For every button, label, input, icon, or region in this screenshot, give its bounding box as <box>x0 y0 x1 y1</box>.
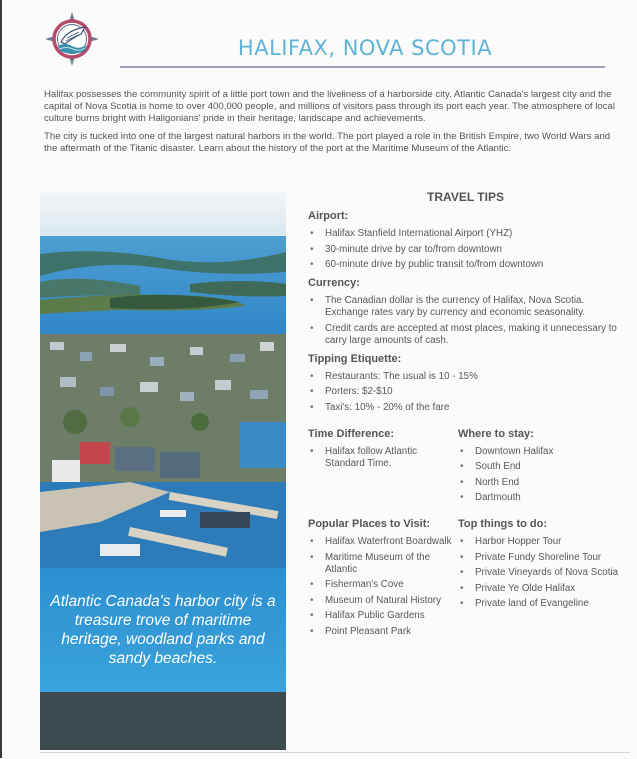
list-item: • Private Ye Olde Halifax <box>458 583 623 595</box>
list-item: • Museum of Natural History <box>308 595 458 607</box>
time-difference-section <box>308 428 458 511</box>
list-item: • 60-minute drive by public transit to/from downtown <box>308 259 623 271</box>
list-item: • Point Pleasant Park <box>308 626 458 638</box>
where-to-stay-heading: Where to stay: <box>458 427 534 440</box>
list-item: • Taxi's: 10% - 20% of the fare <box>308 402 623 414</box>
airport-list <box>308 228 623 271</box>
list-item: • South End <box>458 461 623 473</box>
where-to-stay-list <box>458 446 623 505</box>
list-item: • Private Vineyards of Nova Scotia <box>458 567 623 579</box>
tipping-list <box>308 371 623 414</box>
list-item: • 30-minute drive by car to/from downtown <box>308 244 623 256</box>
time-difference-list <box>308 446 458 470</box>
top-things-section <box>458 518 623 644</box>
title-divider <box>120 66 605 68</box>
intro-paragraph: The city is tucked into one of the largest natural harbors in the world. The port played a role in the British Empire, two World Wars and the aftermath of the Titanic disaster. Learn about the history of the port at the Maritime Museum of the Atlantic. <box>44 131 611 154</box>
list-item: • Restaurants: The usual is 10 - 15% <box>308 371 623 383</box>
list-item: • Private Fundy Shoreline Tour <box>458 552 623 564</box>
currency-heading: Currency: <box>308 277 360 289</box>
list-item: • The Canadian dollar is the currency of Halifax, Nova Scotia. Exchange rates vary by currency and economic seasonality. <box>308 295 623 319</box>
list-item: • Downtown Halifax <box>458 446 623 458</box>
list-item: • North End <box>458 477 623 489</box>
aerial-harbor-photo <box>40 192 286 568</box>
intro-paragraph: Halifax possesses the community spirit of a little port town and the liveliness of a harborside city. Atlantic Canada's largest city and the capital of Nova Scotia is home to over 400,000 people, and millions of visitors pass through its port each year. The atmosphere of local culture burns bright with Haligonians' pride in their heritage, landscape and achievements. <box>44 89 615 124</box>
list-item: • Harbor Hopper Tour <box>458 536 623 548</box>
popular-places-list <box>308 536 458 638</box>
list-item: • Private land of Evangeline <box>458 598 623 610</box>
photo-caption: Atlantic Canada's harbor city is a treasure trove of maritime heritage, woodland parks and sandy beaches. <box>50 593 276 667</box>
cruise-ship-compass-logo-icon <box>45 12 99 66</box>
list-item: • Dartmouth <box>458 492 623 504</box>
top-things-heading: Top things to do: <box>458 518 547 530</box>
list-item: • Halifax Public Gardens <box>308 610 458 622</box>
list-item: • Halifax follow Atlantic Standard Time. <box>308 446 458 470</box>
list-item: • Fisherman's Cove <box>308 579 458 591</box>
page-title: HALIFAX, NOVA SCOTIA <box>237 36 493 61</box>
time-difference-heading: Time Difference: <box>308 427 394 440</box>
list-item: • Credit cards are accepted at most places, making it unnecessary to carry large amounts of cash. <box>308 323 623 347</box>
photo-caption-box <box>40 568 286 692</box>
page-edge <box>0 0 2 758</box>
popular-places-heading: Popular Places to Visit: <box>308 518 431 530</box>
places-things-row <box>308 518 623 644</box>
popular-places-section <box>308 518 458 644</box>
time-stay-row <box>308 428 623 511</box>
intro-text <box>44 89 622 161</box>
dark-band <box>40 692 286 750</box>
where-to-stay-section <box>458 428 623 511</box>
travel-tips-title: TRAVEL TIPS <box>427 190 504 204</box>
list-item: • Porters: $2-$10 <box>308 386 623 398</box>
list-item: • Halifax Stanfield International Airport (YHZ) <box>308 228 623 240</box>
list-item: • Halifax Waterfront Boardwalk <box>308 536 458 548</box>
travel-tips <box>308 190 623 644</box>
top-things-list <box>458 536 623 610</box>
tipping-heading: Tipping Etiquette: <box>308 352 402 365</box>
airport-heading: Airport: <box>308 210 349 222</box>
currency-list <box>308 295 623 347</box>
list-item: • Maritime Museum of the Atlantic <box>308 552 458 576</box>
